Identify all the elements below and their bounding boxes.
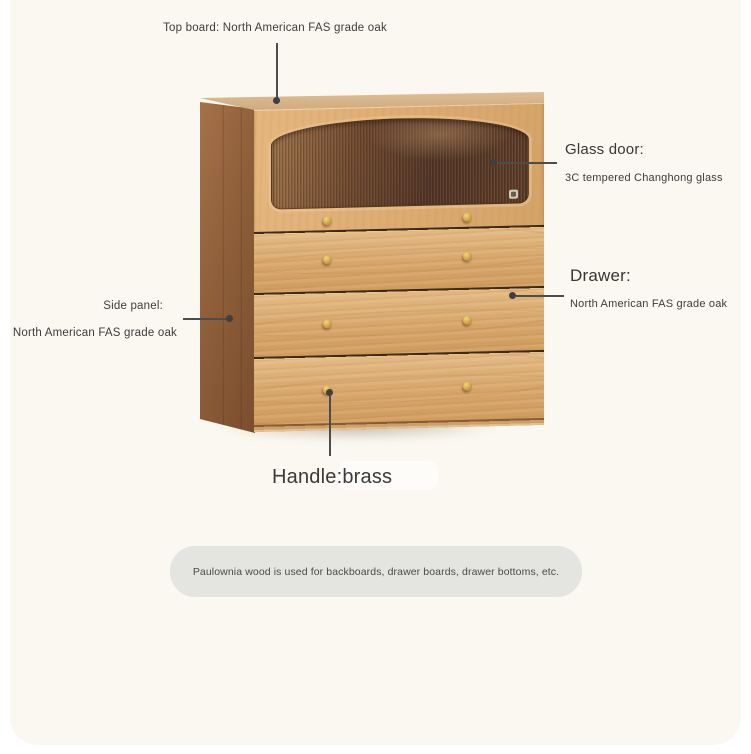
cabinet-front <box>254 103 544 432</box>
footnote-text: Paulownia wood is used for backboards, drawer boards, drawer bottoms, etc. <box>192 565 560 578</box>
leader-line-handle <box>329 396 331 456</box>
callout-dot-drawer <box>509 292 516 299</box>
glass-door-knob-left <box>323 216 332 225</box>
callout-dot-glass-door <box>490 159 497 166</box>
drawer-1 <box>254 228 544 293</box>
drawer-3-knob-right <box>463 382 472 391</box>
drawer-1-knob-right <box>463 252 472 261</box>
callout-dot-top-board <box>273 97 280 104</box>
glass-door-knob-right <box>463 213 472 222</box>
cabinet-side-panel <box>199 96 255 436</box>
side-panel-subtitle: North American FAS grade oak <box>12 327 177 339</box>
drawer-2-knob-left <box>323 319 332 328</box>
drawer-2 <box>254 289 544 357</box>
leader-line-drawer <box>516 295 564 297</box>
drawer-1-knob-left <box>323 255 332 264</box>
drawer-title: Drawer: <box>570 266 631 285</box>
footnote-pill <box>170 546 582 597</box>
brand-badge-icon <box>509 190 518 199</box>
drawer-2-knob-right <box>463 316 472 325</box>
leader-line-top-board <box>276 43 278 98</box>
glass-door-subtitle: 3C tempered Changhong glass <box>565 172 723 184</box>
callout-dot-side-panel <box>226 315 233 322</box>
drawer-3 <box>254 353 544 425</box>
top-board-label: Top board: North American FAS grade oak <box>163 22 387 34</box>
glass-door-title: Glass door: <box>565 141 644 158</box>
callout-dot-handle <box>326 389 333 396</box>
side-panel-title: Side panel: <box>103 300 163 312</box>
handle-label: Handle:brass <box>272 466 393 488</box>
leader-line-side-panel <box>183 318 229 320</box>
drawer-subtitle: North American FAS grade oak <box>570 298 728 310</box>
leader-line-glass-door <box>497 162 557 164</box>
